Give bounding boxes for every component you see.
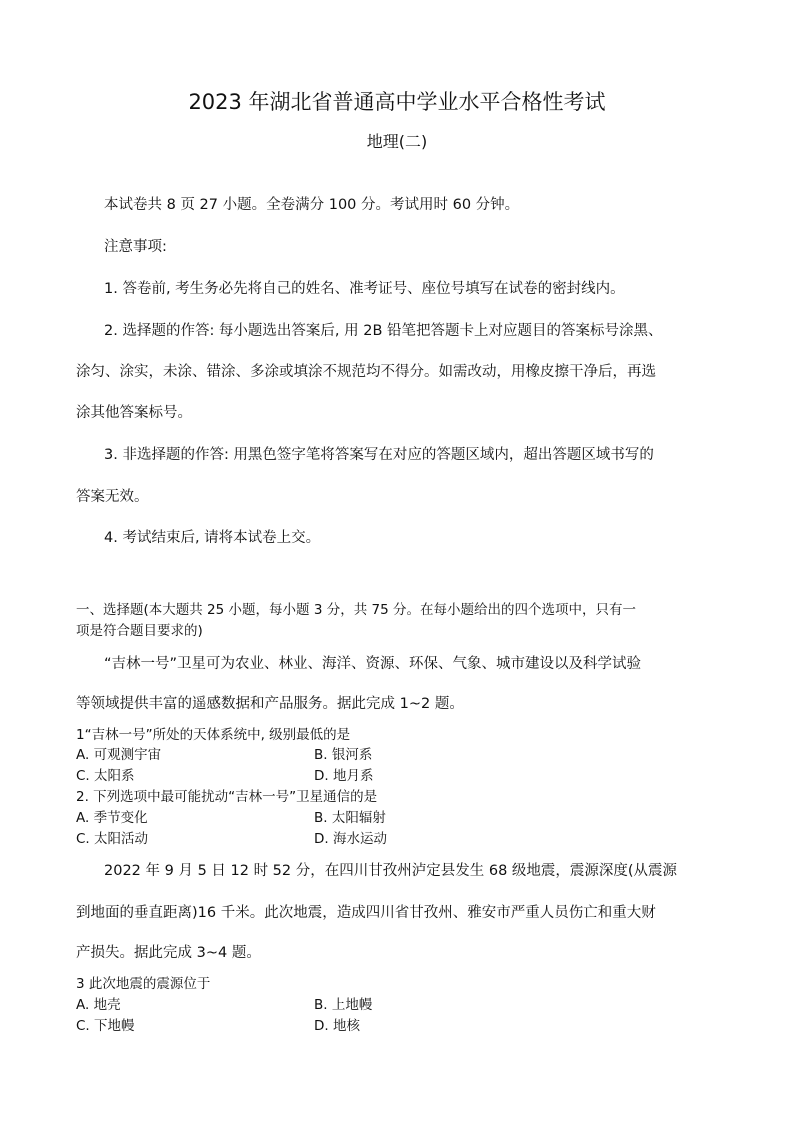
question-2-option-a: A. 季节变化 [76, 810, 148, 826]
note-3-line-1: 3. 非选择题的作答: 用黑色签字笔将答案写在对应的答题区域内，超出答题区域书写的 [104, 447, 654, 463]
question-2-option-b: B. 太阳辐射 [314, 810, 386, 826]
question-3-option-a: A. 地壳 [76, 997, 121, 1013]
question-2-option-d: D. 海水运动 [314, 831, 387, 847]
section-heading-line-2: 项是符合题目要求的) [76, 623, 203, 639]
question-1-option-d: D. 地月系 [314, 768, 374, 784]
question-2-stem: 2. 下列选项中最可能扰动“吉林一号”卫星通信的是 [76, 789, 378, 805]
page-subtitle: 地理(二) [366, 132, 428, 151]
note-2-line-2: 涂匀、涂实，未涂、错涂、多涂或填涂不规范均不得分。如需改动，用橡皮擦干净后，再选 [76, 364, 656, 380]
question-1-option-a: A. 可观测宇宙 [76, 747, 162, 763]
question-3-option-b: B. 上地幔 [314, 997, 373, 1013]
question-3-option-d: D. 地核 [314, 1018, 360, 1034]
passage-2-line-1: 2022 年 9 月 5 日 12 时 52 分，在四川甘孜州泸定县发生 68 级地震，震源深度(从震源 [104, 863, 678, 879]
notes-heading: 注意事项: [104, 239, 167, 255]
passage-1-line-1: “吉林一号”卫星可为农业、林业、海洋、资源、环保、气象、城市建设以及科学试验 [104, 656, 642, 672]
page-title: 2023 年湖北省普通高中学业水平合格性考试 [188, 90, 606, 114]
question-2-option-c: C. 太阳活动 [76, 831, 149, 847]
passage-2-line-3: 产损失。据此完成 3~4 题。 [76, 945, 261, 961]
question-3-option-c: C. 下地幔 [76, 1018, 135, 1034]
note-2-line-3: 涂其他答案标号。 [76, 405, 192, 421]
note-3-line-2: 答案无效。 [76, 489, 149, 505]
question-1-option-b: B. 银河系 [314, 747, 373, 763]
question-1-option-c: C. 太阳系 [76, 768, 135, 784]
passage-1-line-2: 等领域提供丰富的遥感数据和产品服务。据此完成 1~2 题。 [76, 696, 464, 712]
note-2-line-1: 2. 选择题的作答: 每小题选出答案后, 用 2B 铅笔把答题卡上对应题目的答案标号涂黑、 [104, 323, 663, 339]
question-1-stem: 1“吉林一号”所处的天体系统中, 级别最低的是 [76, 727, 351, 743]
intro-text: 本试卷共 8 页 27 小题。全卷满分 100 分。考试用时 60 分钟。 [104, 197, 520, 213]
section-heading-line-1: 一、选择题(本大题共 25 小题，每小题 3 分，共 75 分。在每小题给出的四个选项中，只有一 [76, 602, 636, 618]
question-3-stem: 3 此次地震的震源位于 [76, 976, 211, 992]
note-4: 4. 考试结束后, 请将本试卷上交。 [104, 530, 321, 546]
passage-2-line-2: 到地面的垂直距离)16 千米。此次地震，造成四川省甘孜州、雅安市严重人员伤亡和重大财 [76, 905, 656, 921]
note-1: 1. 答卷前, 考生务必先将自己的姓名、准考证号、座位号填写在试卷的密封线内。 [104, 281, 625, 297]
